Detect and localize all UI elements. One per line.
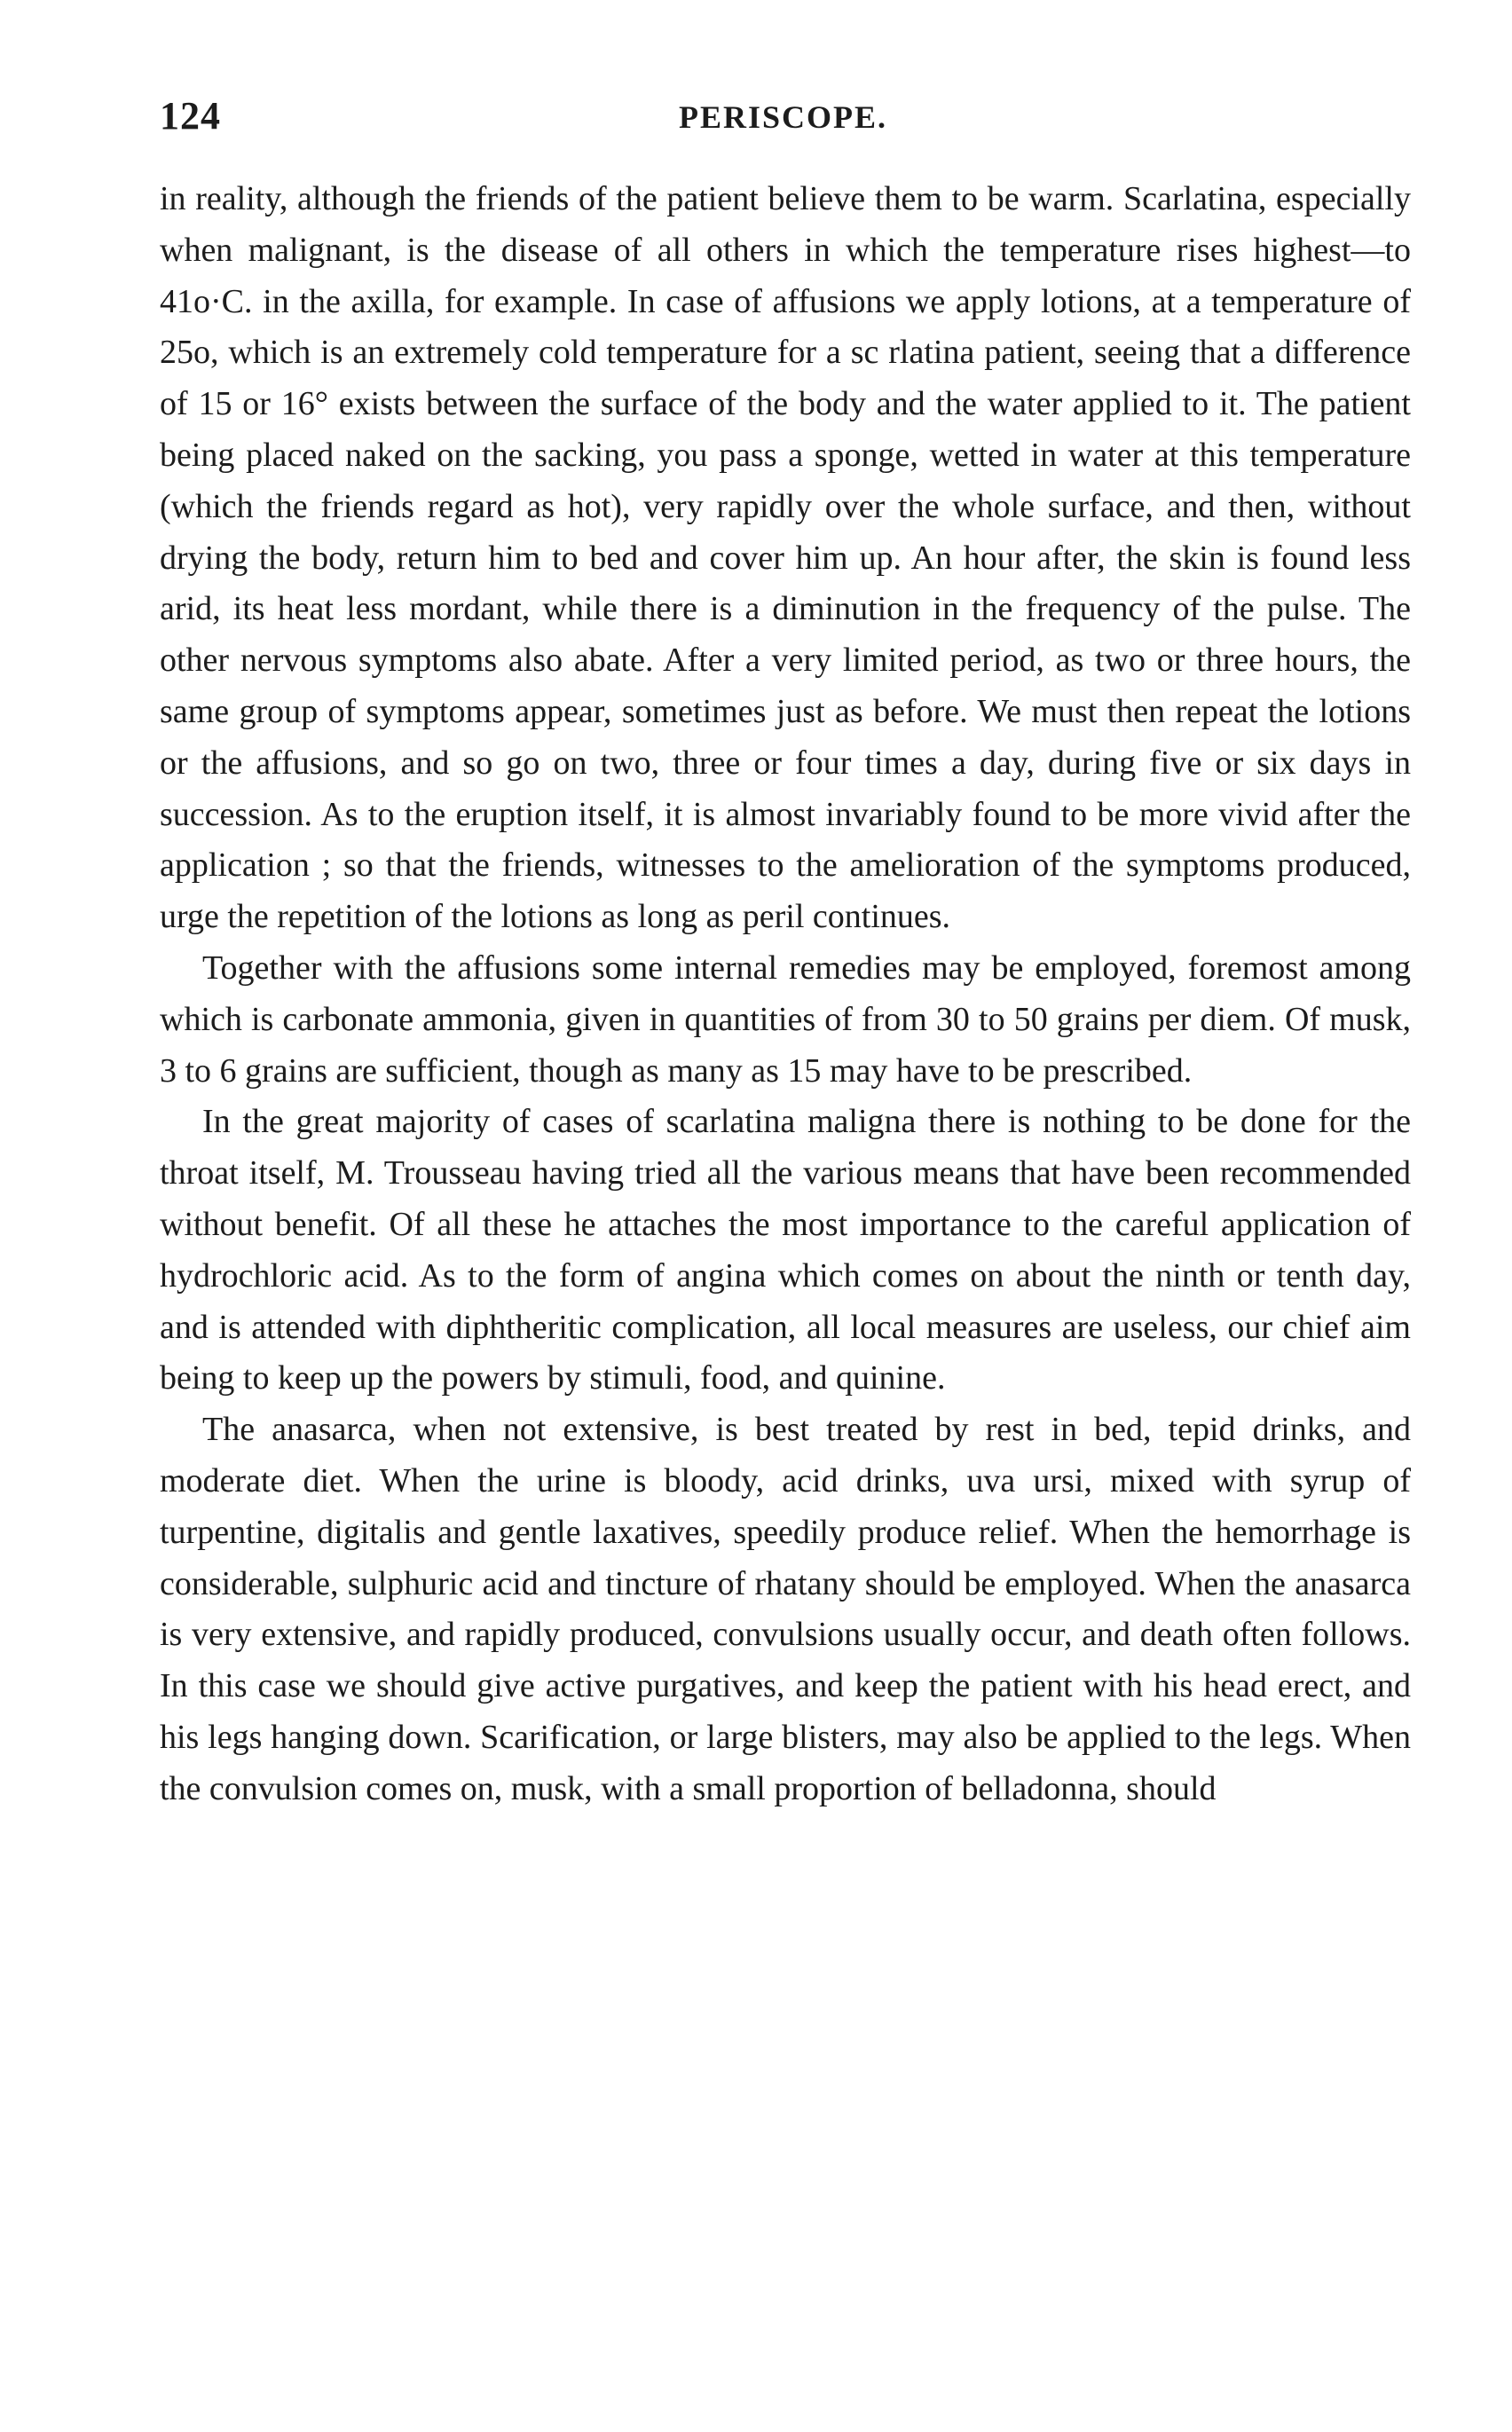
- running-title: PERISCOPE.: [679, 99, 888, 135]
- page-number: 124: [160, 94, 221, 138]
- body-text: [160, 174, 1411, 1815]
- paragraph-continuation: in reality, although the friends of the patient believe them to be warm. Scarlatina, especially when malignant, is the disease of all others in which the temperature rises highest—to 41o·C. in the axilla, for example. In case of affusions we apply lotions, at a temperature of 25o, which is an extremely cold temperature for a sc rlatina patient, seeing that a difference of 15 or 16° exists between the surface of the body and the water applied to it. The patient being placed naked on the sacking, you pass a sponge, wetted in water at this temperature (which the friends regard as hot), very rapidly over the whole surface, and then, without drying the body, return him to bed and cover him up. An hour after, the skin is found less arid, its heat less mordant, while there is a diminution in the frequency of the pulse. The other nervous symptoms also abate. After a very limited period, as two or three hours, the same group of symptoms appear, sometimes just as before. We must then repeat the lotions or the affusions, and so go on two, three or four times a day, during five or six days in succession. As to the eruption itself, it is almost invariably found to be more vivid after the application ; so that the friends, witnesses to the amelioration of the symptoms produced, urge the repetition of the lotions as long as peril continues.: [160, 180, 1411, 936]
- running-head: [160, 93, 1411, 146]
- paragraph-throat: In the great majority of cases of scarlatina maligna there is nothing to be done for the throat itself, M. Trousseau having tried all the various means that have been recommended without benefit. Of all these he attaches the most importance to the careful application of hydrochloric acid. As to the form of angina which comes on about the ninth or tenth day, and is attended with diphtheritic complication, all local measures are useless, our chief aim being to keep up the powers by stimuli, food, and quinine.: [160, 1103, 1411, 1397]
- paragraph-internal-remedies: Together with the affusions some internal remedies may be employed, foremost among which is carbonate ammonia, given in quantities of from 30 to 50 grains per diem. Of musk, 3 to 6 grains are sufficient, though as many as 15 may have to be prescribed.: [160, 948, 1411, 1090]
- paragraph-anasarca: The anasarca, when not extensive, is best treated by rest in bed, tepid drinks, and moderate diet. When the urine is bloody, acid drinks, uva ursi, mixed with syrup of turpentine, digitalis and gentle laxatives, speedily produce relief. When the hemorrhage is considerable, sulphuric acid and tincture of rhatany should be employed. When the anasarca is very extensive, and rapidly produced, convulsions usually occur, and death often follows. In this case we should give active purgatives, and keep the patient with his head erect, and his legs hanging down. Scarification, or large blisters, may also be applied to the legs. When the convulsion comes on, musk, with a small proportion of belladonna, should: [160, 1411, 1411, 1807]
